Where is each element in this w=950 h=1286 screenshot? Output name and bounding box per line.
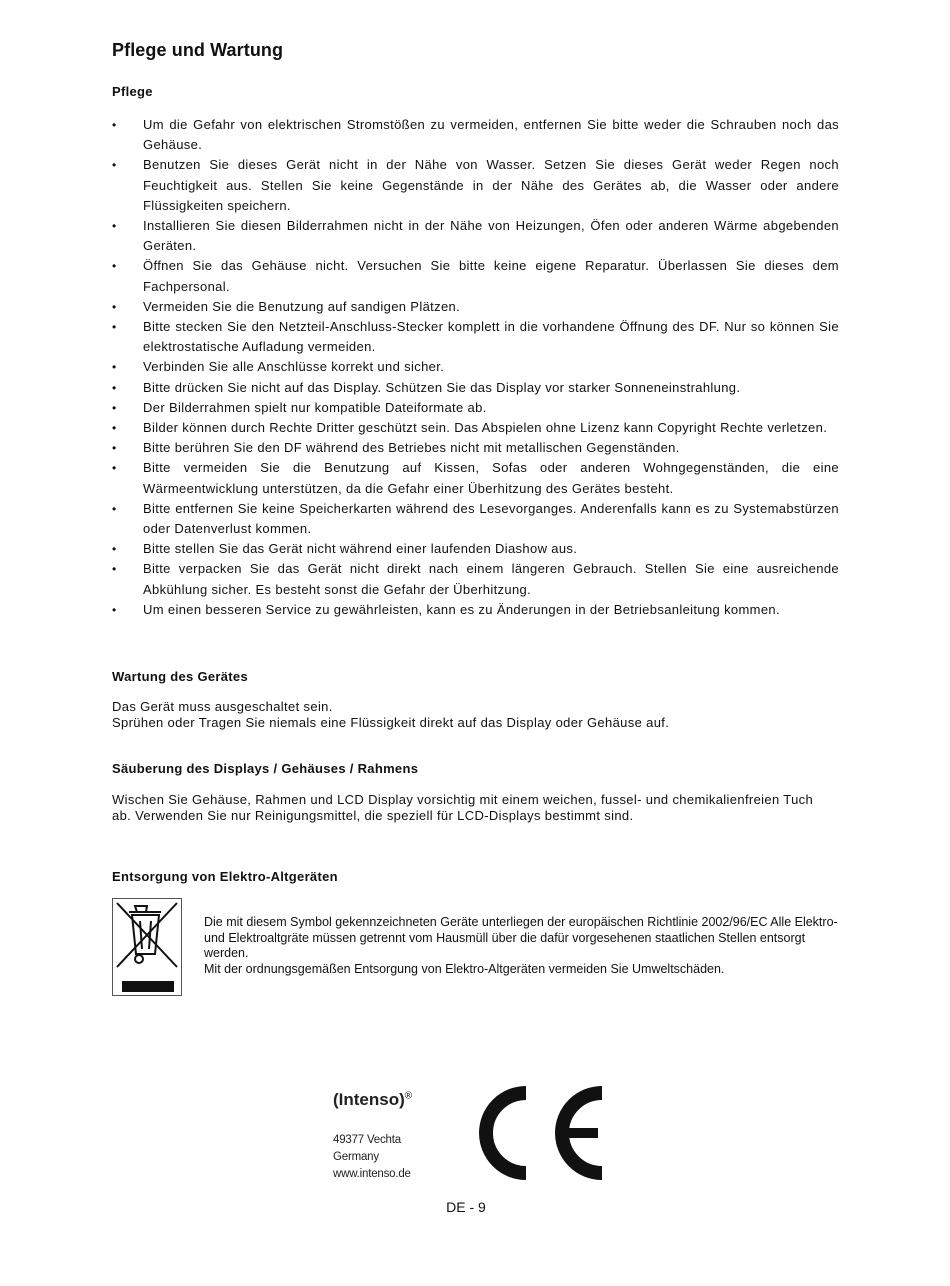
address-line: Germany [333,1151,379,1163]
intenso-logo: (Intenso)® [333,1090,413,1109]
care-instructions-list [112,115,839,620]
disposal-text [204,915,844,977]
crossed-out-wheelie-bin-icon [112,898,182,996]
list-item: • Um einen besseren Service zu gewährleisten, kann es zu Änderungen in der Betriebsanleitung kommen. [112,600,839,620]
disposal-text-line: Die mit diesem Symbol gekennzeichneten Geräte unterliegen der europäischen Richtlinie 2002/96/EC Alle Elektro- und Elektroaltgräte müssen getrennt vom Hausmüll über die dafür vorgesehenen staatlichen Stellen entsorgt werden. [204,915,838,960]
list-item: • Verbinden Sie alle Anschlüsse korrekt und sicher. [112,357,839,377]
list-item: • Der Bilderrahmen spielt nur kompatible Dateiformate ab. [112,398,839,418]
maintenance-text-2: Sprühen oder Tragen Sie niemals eine Flüssigkeit direkt auf das Display oder Gehäuse auf. [112,715,670,730]
list-item: • Bitte drücken Sie nicht auf das Display. Schützen Sie das Display vor starker Sonneneinstrahlung. [112,378,839,398]
section-heading-wartung: Wartung des Gerätes [112,669,248,684]
section-heading-saeuberung: Säuberung des Displays / Gehäuses / Rahmens [112,761,419,776]
list-item: • Bitte stellen Sie das Gerät nicht während einer laufenden Diashow aus. [112,539,839,559]
list-item: • Benutzen Sie dieses Gerät nicht in der Nähe von Wasser. Setzen Sie dieses Gerät weder Regen noch Feuchtigkeit aus. Stellen Sie keine Gegenstände in der Nähe des Gerätes ab, die Wasser oder andere Flüssigkeiten speichern. [112,155,839,216]
list-item: • Bitte berühren Sie den DF während des Betriebes nicht mit metallischen Gegenständen. [112,438,839,458]
list-item: • Bilder können durch Rechte Dritter geschützt sein. Das Abspielen ohne Lizenz kann Copyright Rechte verletzen. [112,418,839,438]
cleaning-text: Wischen Sie Gehäuse, Rahmen und LCD Display vorsichtig mit einem weichen, fussel- und chemikalienfreien Tuch ab. Verwenden Sie nur Reinigungsmittel, die speziell für LCD-Displays bestimmt sind. [112,792,814,823]
page-number: DE - 9 [446,1199,486,1215]
page-title: Pflege und Wartung [112,40,284,60]
list-item: • Öffnen Sie das Gehäuse nicht. Versuchen Sie bitte keine eigene Reparatur. Überlassen Sie dieses dem Fachpersonal. [112,256,839,296]
list-item: • Installieren Sie diesen Bilderrahmen nicht in der Nähe von Heizungen, Öfen oder anderen Wärme abgebenden Geräten. [112,216,839,256]
maintenance-text-1: Das Gerät muss ausgeschaltet sein. [112,699,333,714]
ce-mark-icon [474,1085,606,1186]
list-item: • Bitte vermeiden Sie die Benutzung auf Kissen, Sofas oder anderen Wohngegenständen, die eine Wärmeentwicklung unterstützen, da die Gefahr einer Überhitzung des Gerätes besteht. [112,458,839,498]
disposal-text-line: Mit der ordnungsgemäßen Entsorgung von Elektro-Altgeräten vermeiden Sie Umweltschäden. [204,961,725,976]
section-heading-pflege: Pflege [112,84,153,99]
list-item: • Bitte entfernen Sie keine Speicherkarten während des Lesevorganges. Anderenfalls kann es zu Systemabstürzen oder Datenverlust kommen. [112,499,839,539]
list-item: • Bitte stecken Sie den Netzteil-Anschluss-Stecker komplett in die vorhandene Öffnung des DF. Nur so können Sie elektrostatische Aufladung vermeiden. [112,317,839,357]
list-item: • Bitte verpacken Sie das Gerät nicht direkt nach einem längeren Gebrauch. Stellen Sie eine ausreichende Abkühlung sicher. Es besteht sonst die Gefahr der Überhitzung. [112,559,839,599]
manufacturer-address [333,1132,411,1183]
section-heading-entsorgung: Entsorgung von Elektro-Altgeräten [112,869,338,884]
list-item: • Vermeiden Sie die Benutzung auf sandigen Plätzen. [112,297,839,317]
list-item: • Um die Gefahr von elektrischen Stromstößen zu vermeiden, entfernen Sie bitte weder die Schrauben noch das Gehäuse. [112,115,839,155]
address-line: 49377 Vechta [333,1134,401,1146]
address-line: www.intenso.de [333,1168,411,1180]
